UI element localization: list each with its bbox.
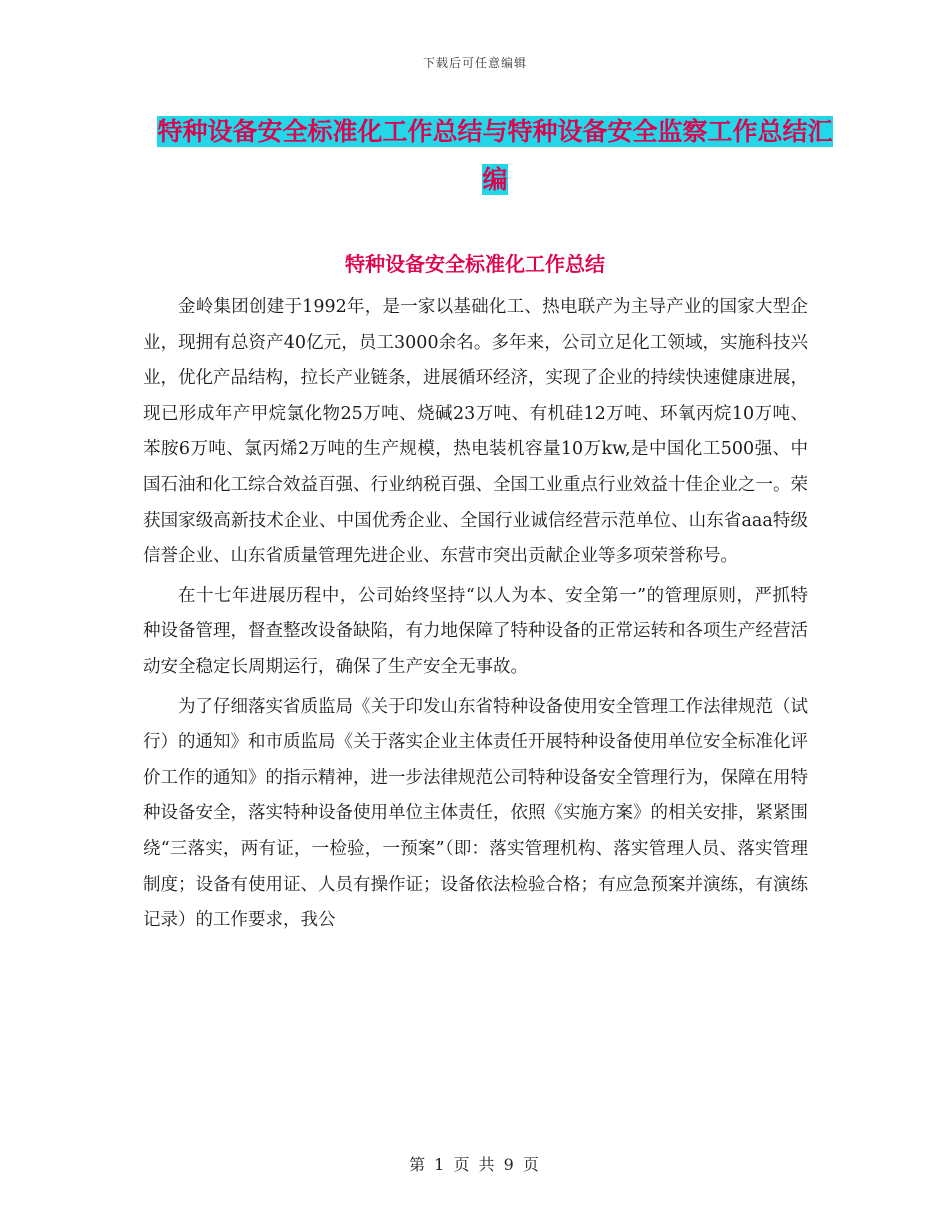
paragraph: 为了仔细落实省质监局《关于印发山东省特种设备使用安全管理工作法律规范（试行）的通知》和市质监局《关于落实企业主体责任开展特种设备使用单位安全标准化评价工作的通知》的指示精神，进一步法律规范公司特种设备安全管理行为，保障在用特种设备安全，落实特种设备使用单位主体责任，依照《实施方案》的相关安排，紧紧围绕“三落实，两有证，一检验，一预案”（即：落实管理机构、落实管理人员、落实管理制度；设备有使用证、人员有操作证；设备依法检验合格；有应急预案并演练，有演练记录）的工作要求，我公 <box>143 696 808 931</box>
page-number: 第 1 页 共 9 页 <box>409 1155 541 1174</box>
document-title-text: 特种设备安全标准化工作总结与特种设备安全监察工作总结汇编 <box>157 117 833 194</box>
body-text <box>143 290 808 943</box>
section-title: 特种设备安全标准化工作总结 <box>345 252 605 276</box>
paragraph: 在十七年进展历程中，公司始终坚持“以人为本、安全第一”的管理原则，严抓特种设备管理，督查整改设备缺陷，有力地保障了特种设备的正常运转和各项生产经营活动安全稳定长周期运行，确保了生产安全无事故。 <box>143 585 808 677</box>
header-note: 下载后可任意编辑 <box>422 56 527 70</box>
paragraph: 金岭集团创建于1992年，是一家以基础化工、热电联产为主导产业的国家大型企业，现拥有总资产40亿元，员工3000余名。多年来，公司立足化工领域，实施科技兴业，优化产品结构，拉长产业链条，进展循环经济，实现了企业的持续快速健康进展，现已形成年产甲烷氯化物25万吨、烧碱23万吨、有机硅12万吨、环氧丙烷10万吨、苯胺6万吨、氯丙烯2万吨的生产规模，热电装机容量10万kw,是中国化工500强、中国石油和化工综合效益百强、行业纳税百强、全国工业重点行业效益十佳企业之一。荣获国家级高新技术企业、中国优秀企业、全国行业诚信经营示范单位、山东省aaa特级信誉企业、山东省质量管理先进企业、东营市突出贡献企业等多项荣誉称号。 <box>143 297 808 567</box>
document-title <box>150 108 840 204</box>
